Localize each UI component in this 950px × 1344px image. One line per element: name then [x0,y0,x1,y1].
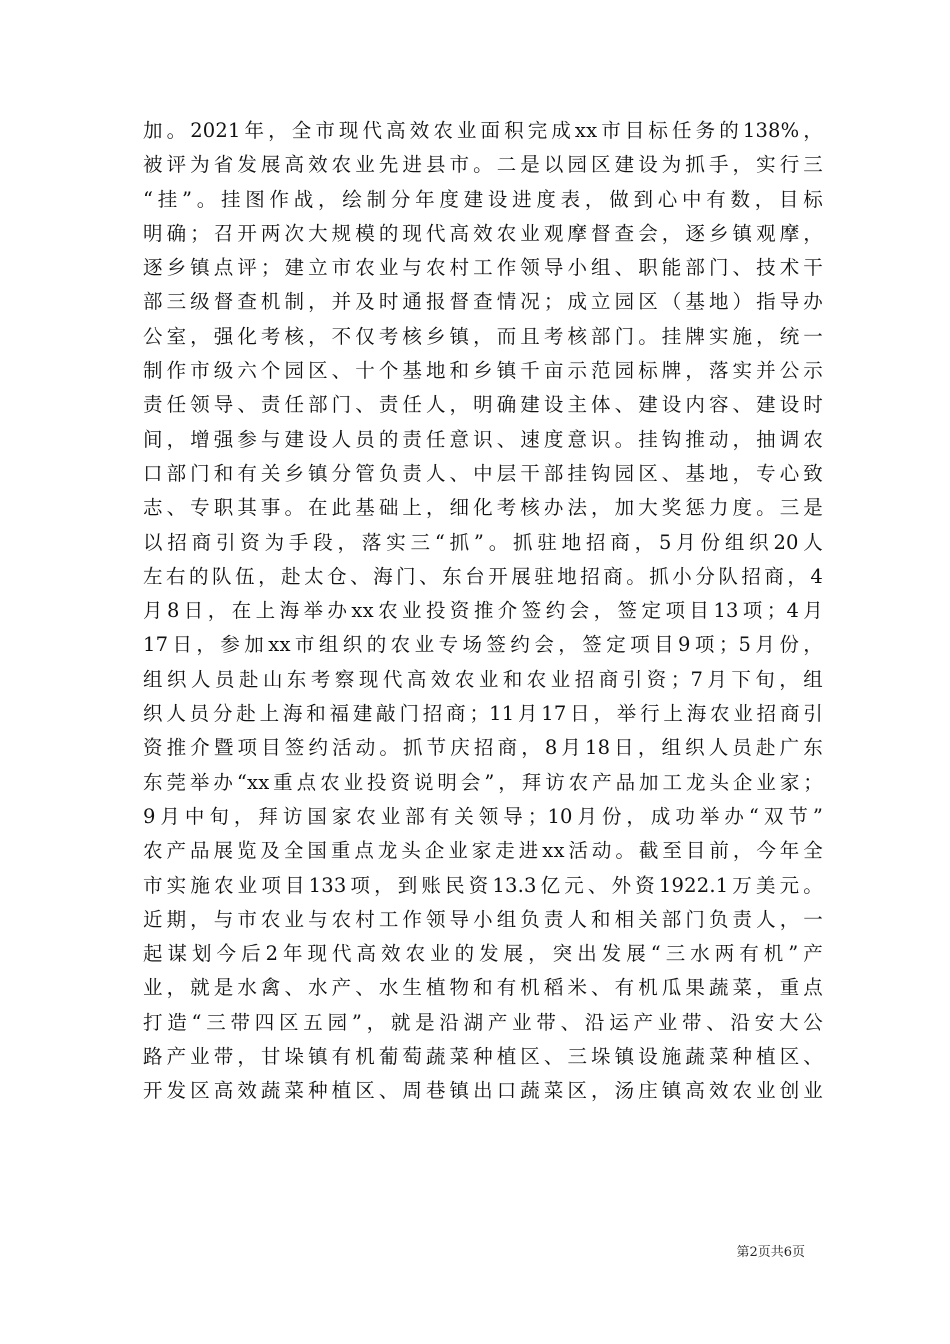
text-line: 责任领导、责任部门、责任人，明确建设主体、建设内容、建设时 [143,393,823,417]
text-line: 逐乡镇点评；建立市农业与农村工作领导小组、职能部门、技术干 [143,256,823,280]
text-line: 加。2021年，全市现代高效农业面积完成xx市目标任务的138%， [143,119,823,142]
text-line: 织人员分赴上海和福建敲门招商；11月17日，举行上海农业招商引 [143,702,823,726]
text-line: 东莞举办“xx重点农业投资说明会”，拜访农产品加工龙头企业家； [143,770,823,794]
text-line: 农产品展览及全国重点龙头企业家走进xx活动。截至目前，今年全 [143,839,823,863]
text-line: 部三级督查机制，并及时通报督查情况；成立园区（基地）指导办 [143,290,823,314]
text-line: 口部门和有关乡镇分管负责人、中层干部挂钩园区、基地，专心致 [143,461,823,485]
text-line: 市实施农业项目133项，到账民资13.3亿元、外资1922.1万美元。 [143,873,823,897]
text-line: 制作市级六个园区、十个基地和乡镇千亩示范园标牌，落实并公示 [143,359,823,383]
text-line: 以招商引资为手段，落实三“抓”。抓驻地招商，5月份组织20人 [143,530,823,554]
text-line: “挂”。挂图作战，绘制分年度建设进度表，做到心中有数，目标 [143,187,823,211]
text-line: 左右的队伍，赴太仓、海门、东台开展驻地招商。抓小分队招商，4 [143,564,823,588]
text-line: 起谋划今后2年现代高效农业的发展，突出发展“三水两有机”产 [143,942,823,966]
body-text [143,114,823,1109]
text-line: 资推介暨项目签约活动。抓节庆招商，8月18日，组织人员赴广东 [143,736,823,760]
text-line: 公室，强化考核，不仅考核乡镇，而且考核部门。挂牌实施，统一 [143,324,823,348]
text-line: 9月中旬，拜访国家农业部有关领导；10月份，成功举办“双节” [143,804,823,828]
page-number: 第2页共6页 [736,1245,805,1260]
text-line: 间，增强参与建设人员的责任意识、速度意识。挂钩推动，抽调农 [143,427,823,451]
text-line: 月8日，在上海举办xx农业投资推介签约会，签定项目13项；4月 [143,599,823,623]
text-line: 17日，参加xx市组织的农业专场签约会，签定项目9项；5月份， [143,633,823,657]
text-line: 明确；召开两次大规模的现代高效农业观摩督查会，逐乡镇观摩， [143,221,823,245]
text-line: 业，就是水禽、水产、水生植物和有机稻米、有机瓜果蔬菜，重点 [143,976,823,1000]
text-line: 开发区高效蔬菜种植区、周巷镇出口蔬菜区，汤庄镇高效农业创业 [143,1079,823,1103]
text-line: 路产业带，甘垛镇有机葡萄蔬菜种植区、三垛镇设施蔬菜种植区、 [143,1045,823,1069]
text-line: 志、专职其事。在此基础上，细化考核办法，加大奖惩力度。三是 [143,496,823,520]
text-line: 组织人员赴山东考察现代高效农业和农业招商引资；7月下旬，组 [143,667,823,691]
text-line: 打造“三带四区五园”，就是沿湖产业带、沿运产业带、沿安大公 [143,1010,823,1034]
text-line: 近期，与市农业与农村工作领导小组负责人和相关部门负责人，一 [143,907,823,931]
text-line: 被评为省发展高效农业先进县市。二是以园区建设为抓手，实行三 [143,153,823,177]
